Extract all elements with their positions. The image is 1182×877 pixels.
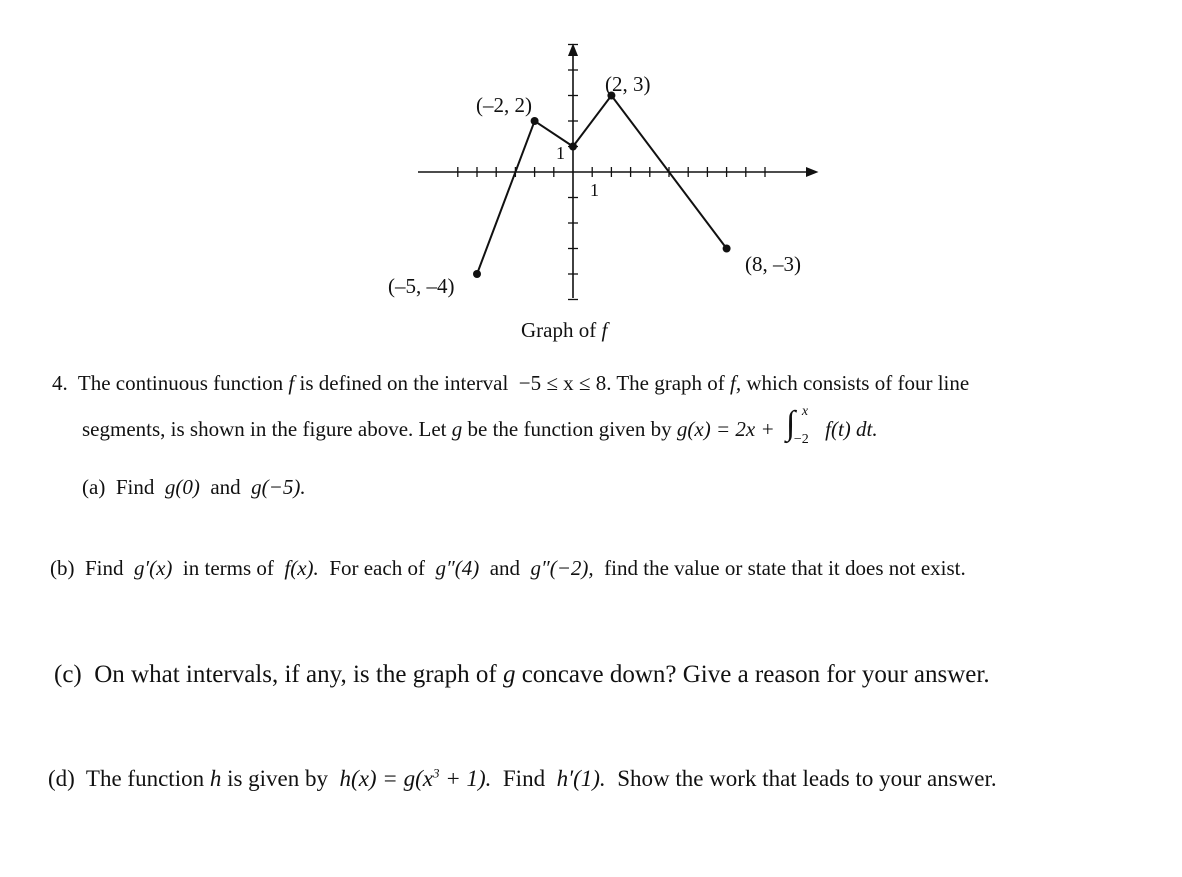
problem-text: The continuous function: [77, 371, 284, 395]
part-b-text: Find: [85, 556, 124, 580]
part-a-text: Find: [115, 475, 155, 499]
part-b-text: in terms of: [182, 556, 274, 580]
part-a-text: and: [210, 475, 241, 499]
part-b-text: and: [489, 556, 521, 580]
expr-h-part: h(x) = g(x: [339, 766, 433, 791]
problem-text: which consists of four line: [746, 371, 970, 395]
expr-h-part: + 1).: [439, 766, 492, 791]
part-a-label: (a): [82, 475, 106, 499]
point-label-2-3: (2, 3): [605, 72, 651, 96]
part-b: [50, 556, 966, 581]
integral-lower-limit: −2: [793, 432, 809, 447]
var-f: f: [288, 371, 295, 395]
expr-fx: f(x).: [284, 556, 319, 580]
part-b-text: find the value or state that it does not exist.: [604, 556, 966, 580]
expr-g-neg5: g(−5).: [251, 475, 306, 499]
problem-line-1: [52, 371, 969, 396]
f-point: [473, 270, 481, 278]
f-graph-line: [477, 96, 727, 275]
part-a: [82, 475, 306, 500]
expr-g-double-prime-4: g″(4): [435, 556, 480, 580]
expr-g0: g(0): [164, 475, 200, 499]
part-c-label: (c): [54, 661, 82, 688]
expr-g-double-prime-neg2: g″(−2),: [530, 556, 594, 580]
part-d-label: (d): [48, 766, 75, 791]
part-d-text: The function: [85, 766, 205, 791]
problem-text: The graph of: [616, 371, 725, 395]
integrand: f(t) dt.: [825, 417, 878, 441]
caption-var: f: [601, 318, 608, 342]
f-point: [531, 117, 539, 125]
part-b-label: (b): [50, 556, 75, 580]
point-label-neg5-neg4: (–5, –4): [388, 274, 455, 298]
part-c-text: concave down? Give a reason for your answer.: [521, 661, 990, 688]
problem-number: 4.: [52, 371, 68, 395]
part-b-text: For each of: [329, 556, 425, 580]
problem-text: is defined on the interval: [299, 371, 509, 395]
integral-upper-limit: x: [801, 404, 809, 419]
part-c-text: On what intervals, if any, is the graph of: [94, 661, 497, 688]
interval-expression: −5 ≤ x ≤ 8.: [518, 371, 612, 395]
part-d-text: is given by: [227, 766, 329, 791]
f-point: [723, 245, 731, 253]
part-d: [48, 765, 997, 793]
var-g: g: [451, 417, 463, 441]
y-tick-label-1: 1: [556, 143, 565, 163]
x-tick-label-1: 1: [590, 180, 599, 200]
expr-h-prime-1: h′(1).: [556, 766, 606, 791]
graph-caption: [521, 318, 607, 343]
caption-text: Graph of: [521, 318, 597, 342]
var-f: f,: [730, 371, 742, 395]
f-point: [569, 143, 577, 151]
expr-h-definition: [340, 766, 492, 791]
point-label-8-neg3: (8, –3): [745, 252, 801, 276]
part-d-text: Find: [502, 766, 546, 791]
expr-exponent: 3: [432, 765, 440, 781]
integral-symbol: ∫ x −2: [785, 404, 809, 447]
problem-text: segments, is shown in the figure above. Let: [82, 417, 447, 441]
part-c: [54, 660, 990, 690]
g-definition: g(x) = 2x +: [676, 417, 775, 441]
problem-text: be the function given by: [467, 417, 672, 441]
part-d-text: Show the work that leads to your answer.: [617, 766, 997, 791]
point-label-neg2-2: (–2, 2): [476, 93, 532, 117]
expr-g-prime: g′(x): [134, 556, 173, 580]
var-g: g: [502, 661, 516, 688]
var-h: h: [209, 766, 222, 791]
problem-line-2: [82, 404, 878, 447]
